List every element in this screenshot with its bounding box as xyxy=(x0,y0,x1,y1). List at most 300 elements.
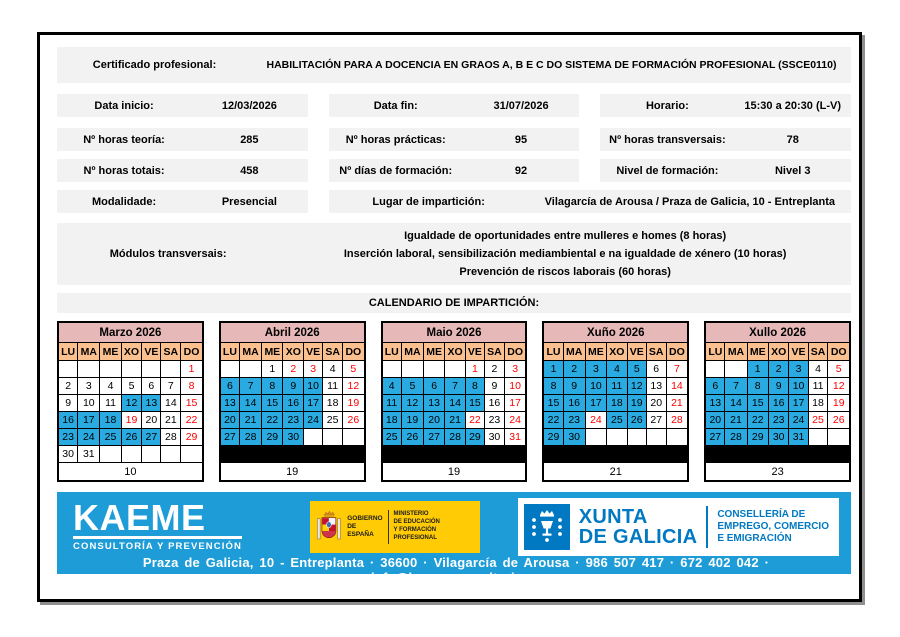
calendar-day: 16 xyxy=(485,395,505,412)
calendar-day: 10 xyxy=(789,378,808,395)
field-value: 12/03/2026 xyxy=(221,99,277,112)
footer-logos xyxy=(73,496,839,555)
calendar-day: 12 xyxy=(627,378,646,395)
calendar-day: 9 xyxy=(563,378,585,395)
calendar-empty-cell xyxy=(725,361,747,378)
calendar-empty-cell xyxy=(445,361,466,378)
calendar-day: 20 xyxy=(220,412,240,429)
calendar-empty-cell xyxy=(100,361,121,378)
calendar-day: 31 xyxy=(78,446,100,463)
field-label: Lugar de impartición: xyxy=(372,195,485,208)
calendar-day-header: DO xyxy=(828,343,850,361)
calendar-day: 8 xyxy=(543,378,563,395)
calendar-day-header: LU xyxy=(220,343,240,361)
calendar-month-title: Marzo 2026 xyxy=(58,322,203,343)
calendar-day: 21 xyxy=(725,412,747,429)
calendar-day-header: DO xyxy=(504,343,526,361)
calendar-day: 2 xyxy=(485,361,505,378)
calendar-day: 8 xyxy=(262,378,283,395)
calendar-day: 27 xyxy=(142,429,161,446)
calendar-day: 11 xyxy=(808,378,828,395)
calendar-empty-cell xyxy=(343,429,365,446)
calendar-day: 26 xyxy=(401,429,423,446)
calendar-day: 29 xyxy=(465,429,484,446)
modulos-items xyxy=(279,227,851,281)
calendar-day: 12 xyxy=(121,395,142,412)
calendar-empty-cell xyxy=(142,446,161,463)
calendar-day: 15 xyxy=(543,395,563,412)
calendar-day: 9 xyxy=(485,378,505,395)
calendar-empty-cell xyxy=(142,361,161,378)
calendar-day: 21 xyxy=(666,395,688,412)
calendar-empty-cell xyxy=(304,429,323,446)
calendar-day: 15 xyxy=(465,395,484,412)
calendar-day-header: DO xyxy=(181,343,203,361)
calendar-filler-row xyxy=(705,446,850,463)
calendar-day-header: ME xyxy=(747,343,768,361)
calendar-day: 7 xyxy=(161,378,181,395)
info-row-totais xyxy=(57,159,851,182)
calendar-day: 31 xyxy=(504,429,526,446)
calendar-day: 23 xyxy=(58,429,78,446)
calendar-day: 11 xyxy=(382,395,402,412)
calendar-day: 4 xyxy=(382,378,402,395)
field-label: Nº días de formación: xyxy=(339,164,453,177)
calendar-day: 28 xyxy=(725,429,747,446)
calendar-day: 17 xyxy=(504,395,526,412)
calendar-day-header: ME xyxy=(423,343,444,361)
calendar-day: 18 xyxy=(382,412,402,429)
calendar-day: 14 xyxy=(725,395,747,412)
calendar-day: 11 xyxy=(323,378,343,395)
gobierno-text xyxy=(347,515,382,539)
calendar-day-header: LU xyxy=(705,343,725,361)
ministerio-line: Y FORMACIÓN PROFESIONAL xyxy=(393,527,437,541)
calendar-day-header: SA xyxy=(161,343,181,361)
calendar-empty-cell xyxy=(828,429,850,446)
calendar-day: 22 xyxy=(262,412,283,429)
calendar-day: 17 xyxy=(78,412,100,429)
calendar-day: 3 xyxy=(304,361,323,378)
calendar-day: 19 xyxy=(627,395,646,412)
calendar-empty-cell xyxy=(401,361,423,378)
calendar-day: 5 xyxy=(627,361,646,378)
calendar-filler-row xyxy=(543,446,688,463)
field-value: 15:30 a 20:30 (L-V) xyxy=(744,99,842,112)
calendar-day-header: XO xyxy=(445,343,466,361)
field-label: Nº horas teoría: xyxy=(83,133,165,146)
xunta-de-galicia-logo xyxy=(518,498,839,556)
calendar-empty-cell xyxy=(121,446,142,463)
calendar-day: 10 xyxy=(585,378,606,395)
xunta-name-line2: DE GALICIA xyxy=(578,526,698,548)
calendar-day-header: LU xyxy=(543,343,563,361)
calendar-day: 5 xyxy=(121,378,142,395)
ministerio-line: DE EDUCACIÓN xyxy=(393,519,440,526)
field-label: Data inicio: xyxy=(94,99,154,112)
calendar-day: 14 xyxy=(240,395,262,412)
calendar-day: 7 xyxy=(445,378,466,395)
calendar-day-header: DO xyxy=(343,343,365,361)
calendar-day: 11 xyxy=(100,395,121,412)
field-value: 31/07/2026 xyxy=(493,99,549,112)
modulos-label: Módulos transversais: xyxy=(109,248,227,260)
calendar-day: 17 xyxy=(304,395,323,412)
certificado-row xyxy=(57,47,851,83)
calendar-day: 12 xyxy=(343,378,365,395)
calendar-day-header: XO xyxy=(121,343,142,361)
calendar-empty-cell xyxy=(181,446,203,463)
xunta-wordmark xyxy=(579,507,698,547)
calendar-day: 13 xyxy=(705,395,725,412)
calendar-day: 19 xyxy=(401,412,423,429)
calendar-day-header: MA xyxy=(240,343,262,361)
calendar-day: 16 xyxy=(58,412,78,429)
calendar-day: 31 xyxy=(789,429,808,446)
field-horas-totais xyxy=(57,159,308,182)
calendar-day: 21 xyxy=(445,412,466,429)
info-row-horas xyxy=(57,128,851,151)
calendar-empty-cell xyxy=(627,429,646,446)
calendar-day-header: MA xyxy=(401,343,423,361)
calendar-month-total: 19 xyxy=(220,463,365,482)
calendar-day: 30 xyxy=(485,429,505,446)
calendar-day: 26 xyxy=(627,412,646,429)
calendar-day: 15 xyxy=(181,395,203,412)
field-label: Data fin: xyxy=(373,99,418,112)
field-dias-formacion xyxy=(329,159,580,182)
kaeme-logo xyxy=(73,496,273,553)
calendar-day: 22 xyxy=(181,412,203,429)
conselleria-line: E EMIGRACIÓN xyxy=(717,532,792,544)
calendar-day: 13 xyxy=(142,395,161,412)
calendar-day: 17 xyxy=(585,395,606,412)
calendar-day: 15 xyxy=(262,395,283,412)
calendar-day: 13 xyxy=(220,395,240,412)
field-horas-teoria xyxy=(57,128,308,151)
calendar-day: 19 xyxy=(343,395,365,412)
calendar-day: 17 xyxy=(789,395,808,412)
calendar-day: 24 xyxy=(78,429,100,446)
contact-line: Praza de Galicia, 10 - Entreplanta · 36600 · Vilagarcía de Arousa · 986 507 417 · 672 402 042 · info@kaemeconsultoria.es xyxy=(142,555,770,585)
calendario-title: CALENDARIO DE IMPARTICIÓN: xyxy=(57,293,851,313)
calendar-day: 23 xyxy=(485,412,505,429)
calendar-day: 6 xyxy=(142,378,161,395)
calendar-day: 2 xyxy=(768,361,789,378)
calendar-day: 23 xyxy=(283,412,304,429)
calendar-empty-cell xyxy=(585,429,606,446)
calendar-day: 28 xyxy=(240,429,262,446)
field-label: Modalidade: xyxy=(91,195,157,208)
field-data-fin xyxy=(329,94,580,117)
calendar-day-header: MA xyxy=(78,343,100,361)
calendar-day: 19 xyxy=(121,412,142,429)
field-value: Vilagarcía de Arousa / Praza de Galicia, 10 - Entreplanta xyxy=(544,195,836,208)
calendar-day: 27 xyxy=(705,429,725,446)
calendar-day: 29 xyxy=(543,429,563,446)
calendar-day: 27 xyxy=(423,429,444,446)
calendar-month-title: Xuño 2026 xyxy=(543,322,688,343)
calendar-day: 8 xyxy=(747,378,768,395)
calendar-day: 15 xyxy=(747,395,768,412)
calendar-day: 22 xyxy=(465,412,484,429)
field-value: 458 xyxy=(240,164,259,177)
calendar-day: 12 xyxy=(401,395,423,412)
calendar-day: 1 xyxy=(747,361,768,378)
calendar-empty-cell xyxy=(58,361,78,378)
calendar-day: 18 xyxy=(100,412,121,429)
calendar-day: 1 xyxy=(262,361,283,378)
calendar-day-header: LU xyxy=(58,343,78,361)
field-value: 78 xyxy=(786,133,799,146)
modulo-item: Inserción laboral, sensibilización mediambiental e na igualdade de xénero (10 horas) xyxy=(343,248,787,260)
calendar-day: 25 xyxy=(323,412,343,429)
calendar-day: 3 xyxy=(78,378,100,395)
calendar-day: 29 xyxy=(181,429,203,446)
calendar-day: 13 xyxy=(423,395,444,412)
field-modalidade xyxy=(57,190,308,213)
field-value: 95 xyxy=(514,133,528,146)
calendar-day: 14 xyxy=(161,395,181,412)
calendar-day: 4 xyxy=(607,361,628,378)
calendar-empty-cell xyxy=(646,429,666,446)
calendar-day: 26 xyxy=(828,412,850,429)
footer-band xyxy=(57,492,851,585)
calendar-day: 16 xyxy=(768,395,789,412)
calendar-empty-cell xyxy=(100,446,121,463)
field-label: Nº horas totais: xyxy=(83,164,165,177)
certificado-value: HABILITACIÓN PARA A DOCENCIA EN GRAOS A, B E C DO SISTEMA DE FORMACIÓN PROFESIONAL (SSCE0110) xyxy=(266,59,837,71)
calendar-day: 18 xyxy=(323,395,343,412)
calendar-empty-cell xyxy=(121,361,142,378)
calendar-day: 13 xyxy=(646,378,666,395)
calendar-day: 24 xyxy=(304,412,323,429)
calendar-day: 20 xyxy=(646,395,666,412)
xunta-name-line1: XUNTA xyxy=(578,506,648,528)
calendar-xuno-2026 xyxy=(542,321,689,482)
calendar-day: 6 xyxy=(705,378,725,395)
calendar-day: 16 xyxy=(563,395,585,412)
calendar-empty-cell xyxy=(423,361,444,378)
calendar-day: 2 xyxy=(563,361,585,378)
calendar-day: 25 xyxy=(808,412,828,429)
calendar-day: 30 xyxy=(563,429,585,446)
ministerio-text xyxy=(394,511,475,542)
calendar-month-title: Xullo 2026 xyxy=(705,322,850,343)
calendar-day: 28 xyxy=(445,429,466,446)
field-value: 92 xyxy=(514,164,528,177)
calendar-day: 4 xyxy=(323,361,343,378)
calendar-day-header: XO xyxy=(607,343,628,361)
calendar-day: 1 xyxy=(543,361,563,378)
calendar-day: 10 xyxy=(504,378,526,395)
calendar-day: 14 xyxy=(666,378,688,395)
calendar-filler-row xyxy=(220,446,365,463)
calendar-day: 6 xyxy=(646,361,666,378)
calendar-day-header: SA xyxy=(646,343,666,361)
calendar-month-total: 21 xyxy=(543,463,688,482)
field-nivel-formacion xyxy=(600,159,851,182)
calendar-day: 2 xyxy=(58,378,78,395)
calendar-day-header: MA xyxy=(563,343,585,361)
kaeme-wordmark: KAEME xyxy=(73,496,206,538)
calendar-day: 1 xyxy=(465,361,484,378)
calendar-day-header: VE xyxy=(142,343,161,361)
conselleria-text xyxy=(717,509,829,544)
calendar-day: 18 xyxy=(607,395,628,412)
calendar-day: 6 xyxy=(220,378,240,395)
calendar-month-total: 10 xyxy=(58,463,203,482)
calendar-empty-cell xyxy=(220,361,240,378)
calendar-day: 23 xyxy=(563,412,585,429)
calendar-day: 9 xyxy=(768,378,789,395)
calendar-day: 8 xyxy=(465,378,484,395)
calendar-empty-cell xyxy=(607,429,628,446)
calendar-day-header: XO xyxy=(283,343,304,361)
modulos-transversais-row xyxy=(57,223,851,285)
field-label: Nivel de formación: xyxy=(616,164,719,177)
calendar-abril-2026 xyxy=(219,321,366,482)
xunta-emblem-icon xyxy=(524,504,570,550)
calendar-day: 23 xyxy=(768,412,789,429)
calendar-day-header: ME xyxy=(100,343,121,361)
calendar-empty-cell xyxy=(666,429,688,446)
calendar-month-title: Abril 2026 xyxy=(220,322,365,343)
document-sheet xyxy=(37,32,862,602)
calendar-day: 22 xyxy=(747,412,768,429)
calendar-maio-2026 xyxy=(381,321,528,482)
calendar-day: 19 xyxy=(828,395,850,412)
calendar-day-header: VE xyxy=(627,343,646,361)
calendar-day: 20 xyxy=(142,412,161,429)
calendar-day: 9 xyxy=(58,395,78,412)
calendar-day: 26 xyxy=(121,429,142,446)
calendar-day-header: DO xyxy=(666,343,688,361)
calendar-day: 21 xyxy=(240,412,262,429)
xunta-divider xyxy=(706,506,708,548)
field-data-inicio xyxy=(57,94,308,117)
field-horas-transversais xyxy=(600,128,851,151)
calendar-day: 10 xyxy=(304,378,323,395)
field-value: Nivel 3 xyxy=(774,164,811,177)
calendar-day: 11 xyxy=(607,378,628,395)
info-row-modalidade-lugar xyxy=(57,190,851,213)
calendar-day: 25 xyxy=(100,429,121,446)
calendar-day: 25 xyxy=(607,412,628,429)
modulo-item: Igualdade de oportunidades entre mulleres e homes (8 horas) xyxy=(404,230,727,242)
calendar-day-header: VE xyxy=(304,343,323,361)
field-horas-practicas xyxy=(329,128,580,151)
calendar-day: 27 xyxy=(646,412,666,429)
calendar-day: 29 xyxy=(262,429,283,446)
calendar-day: 14 xyxy=(445,395,466,412)
calendar-day: 30 xyxy=(283,429,304,446)
calendar-day: 24 xyxy=(504,412,526,429)
calendar-day: 10 xyxy=(78,395,100,412)
certificado-label: Certificado profesional: xyxy=(92,59,217,71)
calendar-day: 5 xyxy=(343,361,365,378)
info-row-dates xyxy=(57,94,851,117)
calendar-day: 18 xyxy=(808,395,828,412)
modulo-item: Prevención de riscos laborais (60 horas) xyxy=(459,266,671,278)
calendar-day: 7 xyxy=(240,378,262,395)
field-label: Horario: xyxy=(645,99,689,112)
calendar-day: 3 xyxy=(504,361,526,378)
calendar-month-title: Maio 2026 xyxy=(382,322,527,343)
calendar-day-header: ME xyxy=(262,343,283,361)
conselleria-line: EMPREGO, COMERCIO xyxy=(717,521,829,533)
calendar-day: 9 xyxy=(283,378,304,395)
calendar-day: 20 xyxy=(423,412,444,429)
calendar-day: 12 xyxy=(828,378,850,395)
calendar-day-header: SA xyxy=(808,343,828,361)
calendar-day-header: VE xyxy=(789,343,808,361)
calendar-day-header: VE xyxy=(465,343,484,361)
calendar-empty-cell xyxy=(161,361,181,378)
calendar-filler-row xyxy=(382,446,527,463)
calendar-day: 30 xyxy=(58,446,78,463)
conselleria-line: CONSELLERÍA DE xyxy=(717,509,806,521)
field-label: Nº horas transversais: xyxy=(609,133,726,146)
calendar-day: 29 xyxy=(747,429,768,446)
calendar-day-header: SA xyxy=(323,343,343,361)
calendar-day: 3 xyxy=(585,361,606,378)
kaeme-tagline: CONSULTORÍA Y PREVENCIÓN xyxy=(73,536,242,552)
calendar-day-header: XO xyxy=(768,343,789,361)
calendar-month-total: 19 xyxy=(382,463,527,482)
calendar-day-header: MA xyxy=(725,343,747,361)
calendar-day: 1 xyxy=(181,361,203,378)
calendar-day: 22 xyxy=(543,412,563,429)
calendar-day: 2 xyxy=(283,361,304,378)
calendar-day: 8 xyxy=(181,378,203,395)
calendar-day-header: SA xyxy=(485,343,505,361)
calendar-day-header: ME xyxy=(585,343,606,361)
gobierno-espana-logo xyxy=(310,501,480,553)
calendar-empty-cell xyxy=(78,361,100,378)
ministry-divider xyxy=(388,510,389,544)
calendar-empty-cell xyxy=(240,361,262,378)
calendar-day: 3 xyxy=(789,361,808,378)
calendar-day: 4 xyxy=(808,361,828,378)
field-label: Nº horas prácticas: xyxy=(345,133,446,146)
calendar-empty-cell xyxy=(382,361,402,378)
calendar-empty-cell xyxy=(808,429,828,446)
calendar-day-header: LU xyxy=(382,343,402,361)
calendar-day: 28 xyxy=(161,429,181,446)
calendar-day: 27 xyxy=(220,429,240,446)
calendars-row xyxy=(57,321,851,482)
calendar-xullo-2026 xyxy=(704,321,851,482)
field-value: Presencial xyxy=(221,195,277,208)
calendar-empty-cell xyxy=(161,446,181,463)
calendar-day: 5 xyxy=(401,378,423,395)
calendar-day: 7 xyxy=(725,378,747,395)
calendar-day: 5 xyxy=(828,361,850,378)
calendar-month-total: 23 xyxy=(705,463,850,482)
calendar-day: 25 xyxy=(382,429,402,446)
calendar-empty-cell xyxy=(705,361,725,378)
calendar-day: 6 xyxy=(423,378,444,395)
calendar-day: 20 xyxy=(705,412,725,429)
field-horario xyxy=(600,94,851,117)
calendar-day: 7 xyxy=(666,361,688,378)
calendar-day: 26 xyxy=(343,412,365,429)
ministerio-line: MINISTERIO xyxy=(393,511,429,518)
calendar-marzo-2026 xyxy=(57,321,204,482)
calendar-day: 4 xyxy=(100,378,121,395)
spain-coat-of-arms-icon xyxy=(316,508,342,546)
